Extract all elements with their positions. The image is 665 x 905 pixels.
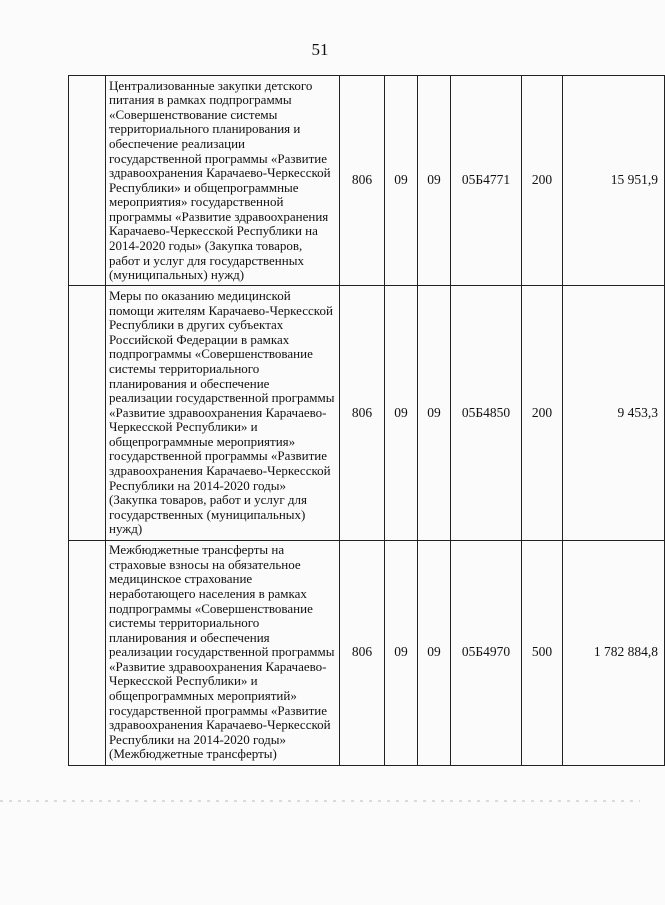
table-body — [69, 76, 665, 766]
amount: 9 453,3 — [563, 286, 665, 540]
row-description — [106, 76, 340, 286]
amount: 1 782 884,8 — [563, 540, 665, 765]
description-line: здравоохранения Карачаево-Черкесской — [109, 165, 331, 181]
description-line: медицинское страхование — [109, 571, 253, 587]
description-line: неработающего населения в рамках — [109, 585, 307, 601]
description-line: мероприятия» государственной — [109, 194, 284, 210]
description-line: программы «Развитие здравоохранения — [109, 208, 329, 224]
row-empty-cell — [69, 76, 106, 286]
subsection-code: 09 — [418, 286, 451, 540]
description-line: Республики» и общепрограммные — [109, 179, 299, 195]
description-line: общепрограммных мероприятий» — [109, 688, 297, 704]
section-code: 09 — [385, 286, 418, 540]
target-article-code: 05Б4771 — [451, 76, 522, 286]
description-line: реализации государственной программы — [109, 644, 335, 660]
description-line: Российской Федерации в рамках — [109, 331, 290, 347]
target-article-code: 05Б4850 — [451, 286, 522, 540]
description-line: планирования и обеспечение — [109, 375, 270, 391]
description-line: (Закупка товаров, работ и услуг для — [109, 492, 307, 508]
description-line: здравоохранения Карачаево-Черкесской — [109, 717, 331, 733]
target-article-code: 05Б4970 — [451, 540, 522, 765]
description-line: системы территориального — [109, 360, 260, 376]
description-line: территориального планирования и — [109, 121, 301, 137]
description-line: Черкесской Республики» и — [109, 419, 258, 435]
row-description — [106, 540, 340, 765]
grbs-code: 806 — [340, 286, 385, 540]
description-line: «Развитие здравоохранения Карачаево- — [109, 404, 327, 420]
description-line: Меры по оказанию медицинской — [109, 287, 291, 303]
subsection-code: 09 — [418, 76, 451, 286]
grbs-code: 806 — [340, 76, 385, 286]
row-empty-cell — [69, 540, 106, 765]
scan-artifact-divider — [0, 800, 640, 802]
table-row — [69, 76, 665, 286]
row-empty-cell — [69, 286, 106, 540]
expense-type-code: 500 — [522, 540, 563, 765]
description-line: «Развитие здравоохранения Карачаево- — [109, 658, 327, 674]
description-line: страховые взносы на обязательное — [109, 556, 301, 572]
table-row — [69, 286, 665, 540]
description-line: Республики в других субъектах — [109, 317, 284, 333]
description-line: 2014-2020 годы» (Закупка товаров, — [109, 238, 303, 254]
description-line: государственной программы «Развитие — [109, 702, 328, 718]
description-line: Централизованные закупки детского — [109, 77, 313, 93]
description-line: питания в рамках подпрограммы — [109, 92, 292, 108]
subsection-code: 09 — [418, 540, 451, 765]
description-line: государственной программы «Развитие — [109, 448, 328, 464]
budget-table — [68, 75, 665, 766]
expense-type-code: 200 — [522, 286, 563, 540]
description-line: (муниципальных) нужд) — [109, 267, 245, 283]
section-code: 09 — [385, 540, 418, 765]
description-line: государственной программы «Развитие — [109, 150, 328, 166]
description-line: подпрограммы «Совершенствование — [109, 600, 313, 616]
row-description — [106, 286, 340, 540]
description-line: Черкесской Республики» и — [109, 673, 258, 689]
description-line: общепрограммные мероприятия» — [109, 433, 296, 449]
description-line: Республики на 2014-2020 годы» — [109, 477, 287, 493]
description-line: Межбюджетные трансферты на — [109, 542, 285, 558]
description-line: подпрограммы «Совершенствование — [109, 346, 313, 362]
description-line: помощи жителям Карачаево-Черкесской — [109, 302, 333, 318]
page-number: 51 — [311, 40, 329, 59]
table-row — [69, 540, 665, 765]
description-line: нужд) — [109, 521, 143, 537]
grbs-code: 806 — [340, 540, 385, 765]
description-line: обеспечение реализации — [109, 135, 245, 151]
description-line: Республики на 2014-2020 годы» — [109, 731, 287, 747]
description-line: Карачаево-Черкесской Республики на — [109, 223, 318, 239]
description-line: «Совершенствование системы — [109, 106, 278, 122]
section-code: 09 — [385, 76, 418, 286]
description-line: планирования и обеспечения — [109, 629, 270, 645]
description-line: работ и услуг для государственных — [109, 252, 304, 268]
description-line: реализации государственной программы — [109, 390, 335, 406]
amount: 15 951,9 — [563, 76, 665, 286]
expense-type-code: 200 — [522, 76, 563, 286]
description-line: системы территориального — [109, 615, 260, 631]
description-line: (Межбюджетные трансферты) — [109, 746, 277, 762]
description-line: государственных (муниципальных) — [109, 506, 306, 522]
description-line: здравоохранения Карачаево-Черкесской — [109, 463, 331, 479]
